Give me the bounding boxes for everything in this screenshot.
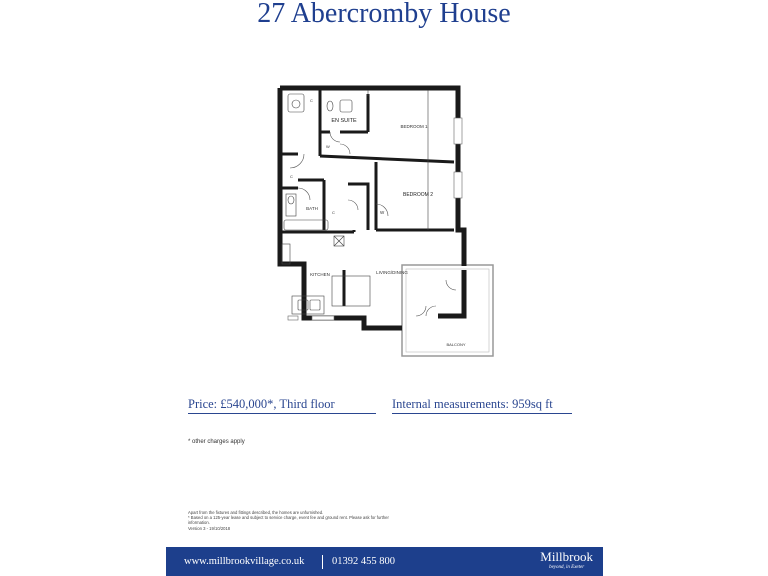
disclaimer-line: information. — [188, 520, 210, 526]
cupboard-marker: C — [290, 174, 293, 179]
room-label-en-suite: EN SUITE — [331, 118, 357, 124]
brand-name: Millbrook — [540, 549, 593, 564]
room-label-bedroom2: BEDROOM 2 — [402, 192, 434, 198]
website-link[interactable]: www.millbrookvillage.co.uk — [184, 556, 305, 567]
brand-logo — [540, 549, 593, 572]
disclaimer-line: * Based on a 125-year lease and subject to service charge, event fee and ground rent. Please ask for further — [188, 515, 389, 521]
room-label-bath: BATH — [306, 206, 318, 211]
brand-tagline: beyond, in Exeter — [549, 565, 585, 570]
wardrobe-marker: W — [326, 144, 330, 149]
room-label-bedroom1: BEDROOM 1 — [400, 124, 428, 129]
footer-bar — [166, 547, 603, 576]
page-title: 27 Abercromby House — [257, 0, 511, 29]
cupboard-marker: C — [310, 98, 313, 103]
disclaimer — [188, 510, 438, 531]
disclaimer-line: Version 3 - 19/10/2018 — [188, 525, 231, 531]
footer-divider — [322, 555, 323, 569]
phone-number[interactable]: 01392 455 800 — [332, 556, 395, 567]
room-label-living: LIVING/DINING — [376, 270, 408, 275]
measurements-info: Internal measurements: 959sq ft — [392, 396, 572, 414]
price-info: Price: £540,000*, Third floor — [188, 396, 376, 414]
wardrobe-marker: W — [380, 210, 385, 215]
room-label-kitchen: KITCHEN — [310, 272, 330, 277]
cupboard-marker: C — [332, 210, 335, 215]
balcony-inner — [406, 269, 489, 352]
room-label-balcony: BALCONY — [446, 342, 466, 347]
disclaimer-line: Apart from the fixtures and fittings described, the homes are unfurnished. — [188, 510, 324, 515]
floor-plan — [268, 84, 498, 358]
charges-note: * other charges apply — [188, 439, 245, 445]
